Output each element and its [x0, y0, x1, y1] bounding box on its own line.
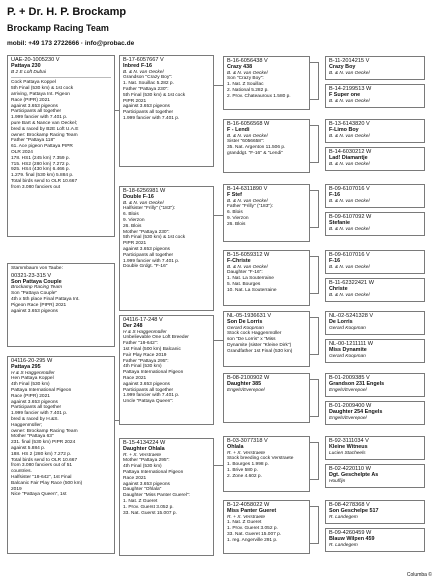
- pigeon-name: F Super one: [329, 91, 361, 98]
- pedigree-label: Stammbaum von Taube:: [11, 266, 63, 271]
- breeder: B 2 E Loft Dubai: [11, 69, 46, 75]
- pigeon-details: [11, 376, 111, 498]
- detail-line: Son "Pattaya Couple": [11, 291, 58, 297]
- detail-line: 1. Bourges 1.998 p.: [227, 462, 269, 468]
- detail-line: 61. Ace pigeon Pattaya PIPR: [11, 144, 73, 150]
- detail-line: Father "18-642":: [123, 341, 158, 347]
- ring-number: B-16-6056438 V: [227, 58, 268, 64]
- ring-number: B-12-4058022 W: [227, 502, 270, 508]
- pigeon-name: Miss Dynamite: [329, 346, 367, 353]
- breeder: H & S Haggenmüller: [11, 370, 55, 376]
- ring-number: 04116-17-248 V: [123, 317, 163, 323]
- pigeon-name: Crazy 438: [227, 63, 253, 70]
- ring-number: B-02-4220110 W: [329, 466, 371, 472]
- ancestor-card: [325, 401, 425, 425]
- breeder: B. & N. van Oeckel: [227, 70, 268, 76]
- detail-line: 4th Final (530 km): [123, 464, 162, 470]
- ancestor-card: [325, 311, 425, 335]
- breeder: B. & N. van Oeckel: [329, 264, 370, 270]
- detail-line: Father "Pattaya 230":: [123, 86, 169, 92]
- detail-line: Race 2021: [123, 475, 147, 481]
- detail-line: against 5.884 p.: [11, 445, 46, 451]
- breeder: B. & N. van Oeckel: [329, 133, 370, 139]
- pedigree-connector: [310, 190, 319, 228]
- detail-line: Pattaya International Pigeon: [123, 469, 184, 475]
- pigeon-name: Daughter 385: [227, 380, 262, 387]
- detail-line: son "De Lorris" x "Miss: [227, 337, 276, 343]
- ring-number: B-14-6030212 W: [329, 149, 372, 155]
- detail-line: 178. HS1 (245 km) 7.359 p.: [11, 155, 70, 161]
- pedigree-connector: [115, 110, 119, 111]
- pedigree-connector: [214, 465, 223, 466]
- detail-line: against 3.653 pigeons: [11, 308, 58, 314]
- pigeon-name: F Stef: [227, 191, 242, 198]
- detail-line: 26. Blois: [227, 221, 246, 227]
- great-grandparent-card: [223, 436, 310, 492]
- detail-line: owner: Brockamp Racing Team: [11, 132, 78, 138]
- detail-line: against 3.653 pigeons: [123, 246, 170, 252]
- ancestor-card: [325, 500, 425, 524]
- detail-line: Father "Pattaya 295":: [123, 358, 169, 364]
- pedigree-connector: [115, 420, 119, 421]
- detail-line: 33. Nat. Gueret 15.007 p.: [227, 531, 282, 537]
- ring-number: UAE-20-1005230 V: [11, 57, 60, 63]
- detail-line: Son "Crazy Boy":: [227, 76, 264, 82]
- great-grandparent-card: [223, 119, 310, 173]
- detail-line: from 3.080 fanciers out: [11, 184, 61, 190]
- breeder: Engels/Everepoel: [329, 415, 367, 421]
- detail-line: Nice "Pattaya Queen", 1st: [11, 492, 67, 498]
- detail-line: Hen Pattaya Koppel: [11, 376, 54, 382]
- ancestor-card: [325, 464, 425, 488]
- pedigree-connector: [310, 125, 319, 163]
- detail-line: 715. HS2 (280 km) 7.272 p.: [11, 161, 70, 167]
- detail-line: PIPR 2021: [123, 241, 147, 247]
- pigeon-name: Grandson 231 Engels: [329, 380, 385, 387]
- detail-line: 1. Nat. Z Souillac: [227, 82, 264, 88]
- pedigree-connector: [214, 340, 223, 341]
- ring-number: B-13-6143820 V: [329, 121, 370, 127]
- breeder: Engels/Everepoel: [227, 387, 265, 393]
- detail-line: 1. Brive 580 p.: [227, 467, 258, 473]
- ring-number: B-92-3111034 V: [329, 438, 369, 444]
- great-grandparent-card: [223, 250, 310, 306]
- breeder: B. & N. van Oeckel: [227, 198, 268, 204]
- ring-number: B-14-2199513 W: [329, 86, 372, 92]
- detail-line: owner: Brockamp Racing Team: [11, 428, 78, 434]
- ring-number: B-18-6256981 W: [123, 188, 166, 194]
- ring-number: B-08-2100902 W: [227, 375, 270, 381]
- detail-line: 35. Nat. Argenton 11.506 p.: [227, 145, 286, 151]
- breeder: B. & N. van Oeckel: [329, 292, 370, 298]
- detail-line: 1st Final (500 km) Balcanic: [123, 346, 181, 352]
- detail-line: Participants all together: [11, 109, 62, 115]
- pedigree-connector: [310, 506, 319, 544]
- ring-number: NL-05-1936631 V: [227, 313, 272, 319]
- ring-number: B-16-6056568 W: [227, 121, 270, 127]
- detail-line: 1.999 fancier with 7.401 p.: [123, 115, 180, 121]
- breeder: R. + X. Verstraete: [227, 514, 266, 520]
- breeder: Engels/Everepoel: [329, 387, 367, 393]
- ring-number: B-01-2009400 W: [329, 403, 372, 409]
- ancestor-card: [325, 56, 425, 80]
- ring-number: NL-00-1211111 W: [329, 341, 374, 347]
- detail-line: from 3.080 fanciers out of 51: [11, 463, 73, 469]
- ring-number: B-09-6107092 W: [329, 214, 372, 220]
- breeder: Brockamp Racing Team: [11, 285, 63, 291]
- breeder: B. & N. van Oeckel: [329, 70, 370, 76]
- detail-line: 4th Final (530 km): [123, 364, 162, 370]
- detail-line: Father "Pattaya 118": [11, 138, 55, 144]
- detail-line: Father "Frilly" ("183"):: [227, 204, 273, 210]
- pigeon-details: [11, 291, 111, 314]
- pigeon-name: Double F-16: [123, 193, 154, 200]
- pedigree-connector: [310, 442, 319, 480]
- breeder: Lucien Stacheels: [329, 450, 366, 456]
- breeder: Gerard Koopman: [329, 353, 366, 359]
- breeder: B. & N. van Oeckel: [329, 98, 370, 104]
- ancestor-card: [325, 84, 425, 108]
- detail-line: 1. Nat. Z Gueret: [123, 498, 158, 504]
- pigeon-name: Daughter 254 Engels: [329, 408, 383, 415]
- detail-line: 925. HS4 (430 km) 6.466 p.: [11, 167, 70, 173]
- ring-number: B-03-3077318 V: [227, 438, 268, 444]
- breeder: B. & N. van Oeckel: [329, 161, 370, 167]
- breeder: B. & N. van Oeckel: [227, 133, 268, 139]
- pigeon-name: Son Geschelpe 517: [329, 507, 379, 514]
- detail-line: 1. Nat. Souillac 5.282 p.: [123, 81, 174, 87]
- ancestor-card: [325, 212, 425, 236]
- detail-line: 1.999 fancier with 7.401 p.: [123, 258, 180, 264]
- grandparent-card: [119, 55, 214, 167]
- detail-line: Uncle "Pattaya Queen":: [123, 399, 174, 405]
- breeder: B. & N. van Oeckel: [227, 264, 268, 270]
- great-grandparent-card: [223, 56, 310, 110]
- detail-line: Participants all together: [123, 387, 174, 393]
- ring-number: B-14-6311890 V: [227, 186, 268, 192]
- pedigree-connector: [310, 62, 319, 100]
- ancestor-card: [325, 147, 425, 171]
- detail-line: Race 2021: [123, 375, 147, 381]
- detail-line: 6. Blois: [227, 210, 243, 216]
- breeder: Gerard Koopman: [227, 325, 264, 331]
- pedigree-connector: [214, 85, 223, 86]
- detail-line: 2. Prov. Chateauroux 1.580 p.: [227, 93, 291, 99]
- detail-line: 231. final (530 km) PIPR 2024: [11, 440, 76, 446]
- ring-number: 04116-20-295 W: [11, 358, 53, 364]
- detail-line: bred & raced by H.&S.: [11, 416, 59, 422]
- detail-line: 5th Final (530 km) & 1st cock: [11, 86, 74, 92]
- breeder: B. & N. van Oeckel: [329, 198, 370, 204]
- ancestor-card: [325, 528, 425, 552]
- pigeon-details: [123, 75, 210, 121]
- pigeon-name: Dgt. Geschelpte As: [329, 471, 379, 478]
- mother-card: [7, 356, 115, 554]
- detail-line: 33. Nat. Guerst 15.007 p.: [123, 510, 177, 516]
- ring-number: B-17-6057667 V: [123, 57, 164, 63]
- footer-credit: Columba ©: [406, 572, 432, 578]
- detail-line: bred & raced by B2E Loft U.A.E: [11, 126, 79, 132]
- great-grandparent-card: [223, 184, 310, 242]
- detail-line: 1.279. final (530 km) 5.884 p.: [11, 173, 74, 179]
- ring-number: B-09-6107016 V: [329, 252, 370, 258]
- pigeon-name: F-16: [329, 257, 341, 264]
- pigeon-details: [123, 335, 210, 405]
- detail-line: against 3.653 pigeons: [123, 481, 170, 487]
- detail-line: 1. Prov. Gueret 3.052 p.: [227, 526, 278, 532]
- detail-line: 10. Nat. La Souterraine: [227, 287, 277, 293]
- ring-number: B-15-4134224 W: [123, 440, 166, 446]
- ancestor-card: [325, 339, 425, 363]
- pigeon-details: [123, 458, 210, 516]
- detail-line: Pattaya International Pigeon: [11, 387, 72, 393]
- pigeon-name: F - Lendi: [227, 126, 250, 133]
- grandparent-card: [119, 315, 214, 425]
- pigeon-name: De Lorris: [329, 318, 353, 325]
- detail-line: 1. Nat. La Souterraine: [227, 276, 274, 282]
- pigeon-name: Son Pattaya Couple: [11, 278, 62, 285]
- detail-line: Balcanic Fair Play Race (500 km): [11, 480, 83, 486]
- pigeon-details: [123, 206, 210, 270]
- breeder: B. & N. van Oeckel: [123, 200, 164, 206]
- pigeon-name: Kleine Witneus: [329, 443, 368, 450]
- detail-line: Halfsister "Frilly" ("183"):: [123, 206, 176, 212]
- detail-line: Race (PIPR) 2021: [11, 393, 50, 399]
- detail-line: against 3.653 pigeons: [11, 103, 58, 109]
- detail-line: 188. HS 2 (280 km) 7.272 p.: [11, 451, 72, 457]
- detail-line: 1.999 fancier with 7.401 p.: [11, 115, 68, 121]
- breeder: B. & N. van Oeckel: [329, 226, 370, 232]
- detail-line: Stock cock Haggenmüller: [227, 331, 282, 337]
- pigeon-details: [11, 80, 111, 190]
- detail-line: Mother "Pattaya 230":: [123, 229, 170, 235]
- detail-line: 6. Blois: [123, 212, 139, 218]
- detail-line: 26. Blois: [123, 223, 142, 229]
- breeder: R. Landegem: [329, 542, 358, 548]
- detail-line: Unbelievable One Loft Breeder: [123, 335, 189, 341]
- detail-line: 9. Vierzon: [227, 215, 249, 221]
- breeder: Houffijn: [329, 478, 346, 484]
- detail-line: Race (PIPR) 2021: [11, 97, 50, 103]
- detail-line: 4th Final (530 km): [11, 382, 50, 388]
- detail-line: against 3.653 pigeons: [123, 104, 170, 110]
- breeder: B. & N. van Oeckel: [123, 69, 164, 75]
- detail-line: 1.999 fancier with 7.401 p.: [11, 411, 68, 417]
- pigeon-name: Daughter Ohlala: [123, 445, 165, 452]
- detail-line: Halfsister "18-642", 1st Final: [11, 474, 72, 480]
- detail-line: 2019: [11, 486, 22, 492]
- detail-line: 5. Nat. Bourges: [227, 281, 261, 287]
- ancestor-card: [325, 119, 425, 143]
- detail-line: Haggenmüller;: [11, 422, 43, 428]
- breeder: R. + X. Verstraete: [227, 450, 266, 456]
- ring-number: B-11-2014215 V: [329, 58, 370, 64]
- detail-line: 9. Vierzon: [123, 217, 145, 223]
- pigeon-name: Lad! Diamantje: [329, 154, 368, 161]
- pigeon-name: Blauw Wilpen 459: [329, 535, 375, 542]
- pigeon-name: Pattaya 295: [11, 363, 41, 370]
- detail-line: pure Bart & Nance van Oeckel;: [11, 120, 78, 126]
- detail-line: granddgt. "F-16" & "Lendi": [227, 150, 283, 156]
- detail-line: 5th Final (530 km) & 1st cock: [123, 92, 186, 98]
- detail-line: arriving, Pattaya Int. Pigeon: [11, 91, 70, 97]
- ancestor-card: [325, 250, 425, 274]
- detail-line: 1. Prov. Guerst 3.052 p.: [123, 504, 174, 510]
- detail-line: 2. National 5.282 p.: [227, 87, 269, 93]
- pigeon-name: Crazy Boy: [329, 63, 356, 70]
- ancestor-card: [325, 436, 425, 460]
- detail-line: Grandfather 1st Final (530 km): [227, 348, 293, 354]
- pedigree-connector: [214, 215, 223, 216]
- detail-line: 4th x 5th place Final Pattaya Int.: [11, 296, 80, 302]
- grandparent-card: [119, 186, 214, 311]
- detail-line: Pigeon Race (PIPR) 2021: [11, 302, 67, 308]
- ring-number: B-15-6059312 W: [227, 252, 270, 258]
- detail-line: Daughter "Ohlala": [123, 487, 162, 493]
- detail-line: Participants all together: [11, 405, 62, 411]
- pigeon-name: Der 248: [123, 322, 143, 329]
- detail-line: Dynamite (sister "Kleine Dirk"): [227, 342, 292, 348]
- pigeon-name: Son De Lorris: [227, 318, 263, 325]
- pigeon-name: Stefanie: [329, 219, 350, 226]
- detail-line: 1. reg. Angerville 291 p.: [227, 537, 278, 543]
- pigeon-name: Ohlala: [227, 443, 244, 450]
- pigeon-name: Miss Panter Gueret: [227, 507, 277, 514]
- pigeon-name: F-Christe: [227, 257, 251, 264]
- detail-line: Double Grdgt. "F-16": [123, 264, 168, 270]
- detail-line: Mother "Pattaya 63": [11, 434, 54, 440]
- breeder: H & S Haggenmüller: [123, 329, 167, 335]
- detail-line: Sister "6056658":: [227, 139, 265, 145]
- detail-line: 1. Nat. Z Gueret: [227, 520, 262, 526]
- breeder: R. Landegem: [329, 514, 358, 520]
- detail-line: Mother "Pattaya 295":: [123, 458, 170, 464]
- detail-line: PIPR 2021: [123, 98, 147, 104]
- ring-number: NL-02-5241328 V: [329, 313, 374, 319]
- pigeon-name: Christe: [329, 285, 348, 292]
- detail-line: OLR 2024: [11, 149, 33, 155]
- detail-line: Total birds send to OLR 10.667: [11, 178, 78, 184]
- pigeon-name: F-16: [329, 191, 341, 198]
- detail-line: 5th Final (530 km) & 1st cock: [123, 235, 186, 241]
- pigeon-name: F-Limo Boy: [329, 126, 359, 133]
- great-grandparent-card: [223, 500, 310, 554]
- detail-line: Pattaya International Pigeon: [123, 370, 184, 376]
- detail-line: Daughter "Miss Panter Guerel":: [123, 493, 190, 499]
- detail-line: countries.: [11, 469, 32, 475]
- subject-pigeon-card: [7, 55, 115, 237]
- ancestor-card: [325, 184, 425, 208]
- detail-line: against 3.653 pigeons: [123, 381, 170, 387]
- father-card: [7, 263, 115, 347]
- great-grandparent-card: [223, 311, 310, 367]
- detail-line: against 3.653 pigeons: [11, 399, 58, 405]
- breeder: R. + X. Verstraete: [123, 452, 162, 458]
- breeder: Gerard Koopman: [329, 325, 366, 331]
- contact-info: mobil: +49 173 2722666 · info@probac.de: [7, 40, 135, 47]
- detail-line: 1.999 fancier with 7.401 p.: [123, 393, 180, 399]
- detail-line: Participants all together: [123, 110, 174, 116]
- detail-line: Daughter "F-16":: [227, 270, 263, 276]
- ring-number: B-09-6107016 V: [329, 186, 370, 192]
- ring-number: B-11-62322421 W: [329, 280, 374, 286]
- detail-line: Stock breeding cock Verstraete: [227, 456, 294, 462]
- pedigree-connector: [310, 317, 319, 355]
- pigeon-name: Inbred F-16: [123, 62, 153, 69]
- grandparent-card: [119, 438, 214, 556]
- ancestor-card: [325, 278, 425, 302]
- detail-line: Grandson "Crazy Boy":: [123, 75, 173, 81]
- ring-number: B-01-2009385 V: [329, 375, 370, 381]
- detail-line: Participants all together: [123, 252, 174, 258]
- great-grandparent-card: [223, 373, 310, 423]
- team-name: Brockamp Racing Team: [7, 23, 109, 33]
- ring-number: B-08-4278368 V: [329, 502, 370, 508]
- detail-line: Cock Pattaya Koppel: [11, 80, 56, 86]
- pedigree-connector: [310, 379, 319, 417]
- ring-number: 00321-23-315 V: [11, 272, 52, 279]
- detail-line: 2. Zone 4.602 p.: [227, 473, 262, 479]
- pedigree-connector: [310, 256, 319, 294]
- ancestor-card: [325, 373, 425, 397]
- pigeon-name: Pattaya 230: [11, 62, 41, 69]
- detail-line: Total birds send to OLR 10.667: [11, 457, 78, 463]
- ring-number: B-09-4260459 W: [329, 530, 372, 536]
- detail-line: Fair Play Race 2019: [123, 352, 167, 358]
- breeder-name: P. + Dr. H. P. Brockamp: [7, 6, 127, 18]
